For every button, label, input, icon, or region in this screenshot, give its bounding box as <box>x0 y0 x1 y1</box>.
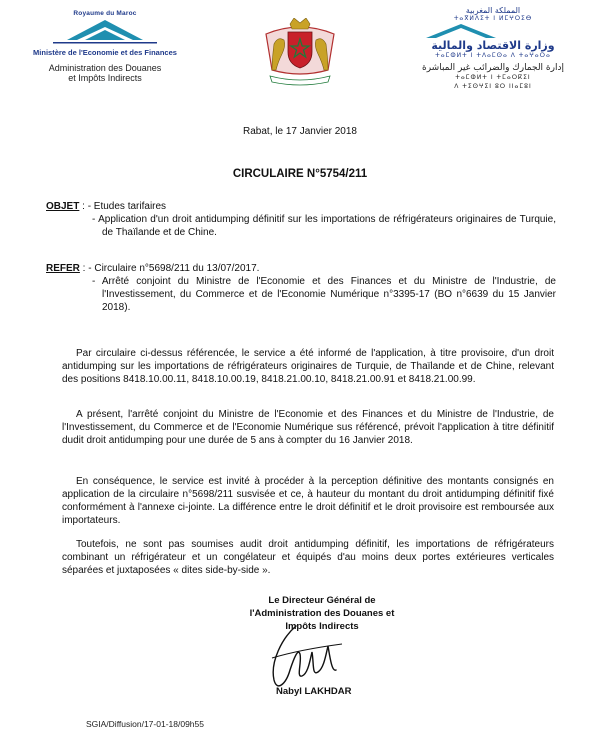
circular-title: CIRCULAIRE N°5754/211 <box>232 168 368 180</box>
administration-tifinagh-line-1: ⵜⴰⵎⵀⵍⵜ ⵏ ⵜⵎⴰⵔⴽⵉⵏ <box>455 74 531 81</box>
signature-title-line-1: Le Directeur Général de <box>268 595 376 606</box>
administration-name-tifinagh <box>398 73 588 91</box>
refer-separator: : <box>79 263 89 274</box>
ministry-logo-ar-icon <box>406 23 516 39</box>
ministry-logo-icon <box>45 18 165 50</box>
body-paragraph-1: Par circulaire ci-dessus référencée, le service a été informé de l'application, à titre provisoire, d'un droit antidumping sur les importations de réfrigérateurs originaires de Turquie, de Thaïlande et de Chine, relevant des positions 8418.10.00.11, 8418.10.00.19, 8418.21.00.10, 8418.21.00.91 et 8418.21.00.99. <box>62 348 554 385</box>
objet-separator: : <box>79 201 88 212</box>
ministry-name-tifinagh: ⵜⴰⵎⵀⵍⵜ ⵏ ⵜⴷⴰⵎⵙⴰ ⴷ ⵜⴰⵖⴰⵔⴰ <box>435 52 551 59</box>
ministry-name-ar: وزارة الاقتصاد والمالية <box>431 39 555 52</box>
administration-name-fr <box>20 63 190 83</box>
administration-name-ar: إدارة الجمارك والضرائب غير المباشرة <box>422 63 564 73</box>
objet-section <box>46 200 556 239</box>
objet-line-2: - Application d'un droit antidumping définitif sur les importations de réfrigérateurs originaires de Turquie, de Thaïlande et de Chine. <box>92 214 556 238</box>
body-paragraph-4: Toutefois, ne sont pas soumises audit droit antidumping définitif, les importations de réfrigérateurs combinant un réfrigérateur et un congélateur et équipés d'au moins deux portes extérieures verticales séparées et juxtaposées « dites side-by-side ». <box>62 539 554 576</box>
objet-label: OBJET <box>46 201 80 212</box>
administration-line-1: Administration des Douanes <box>48 63 162 73</box>
kingdom-label-ar: المملكة المغربية <box>465 6 521 15</box>
body-paragraph-3: En conséquence, le service est invité à procéder à la perception définitive des montants consignés en application de la circulaire n°5698/211 susvisée et ce, à hauteur du montant du droit antidumping définitif fixé conformément à l'annexe ci-jointe. La différence entre le droit définitif et le droit provisoire est remboursée aux importateurs. <box>62 476 554 526</box>
header-right-block <box>398 6 588 91</box>
refer-line-2: - Arrêté conjoint du Ministre de l'Economie et des Finances et du Ministre de l'Industrie, de l'Investissement, du Commerce et de l'Economie Numérique n°3395-17 (BO n°6639 du 15 Janvier 2018). <box>92 276 556 313</box>
objet-line-1: - Etudes tarifaires <box>87 201 167 212</box>
document-date: Rabat, le 17 Janvier 2018 <box>243 126 357 137</box>
signature-title-line-2: l'Administration des Douanes et <box>249 608 395 619</box>
signer-name: Nabyl LAKHDAR <box>276 686 352 697</box>
royal-coat-of-arms-icon <box>258 18 342 88</box>
kingdom-label-fr: Royaume du Maroc <box>73 10 137 17</box>
signature-title-line-3: Impôts Indirects <box>285 621 359 632</box>
diffusion-reference: SGIA/Diffusion/17-01-18/09h55 <box>86 719 204 729</box>
kingdom-label-tifinagh: ⵜⴰⴳⵍⴷⵉⵜ ⵏ ⵍⵎⵖⵔⵉⴱ <box>453 15 533 22</box>
ministry-name-fr: Ministère de l'Economie et des Finances <box>33 48 177 57</box>
refer-label: REFER <box>46 263 80 274</box>
body-paragraph-2: A présent, l'arrêté conjoint du Ministre de l'Economie et des Finances et du Ministre de l'Industrie, de l'Investissement, du Commerce et de l'Economie Numérique sus référencé, prévoit l'application à titre définitif dudit droit antidumping pour une durée de 5 ans à compter du 16 Janvier 2018. <box>62 409 554 446</box>
administration-line-2: et Impôts Indirects <box>68 73 142 83</box>
header-left-block <box>20 10 190 83</box>
administration-tifinagh-line-2: ⴷ ⵜⵉⵙⵖⵉⵏ ⵓⵔ ⵏⵏⴰⵎⵓⵏ <box>454 83 532 90</box>
refer-section <box>46 262 556 314</box>
refer-line-1: - Circulaire n°5698/211 du 13/07/2017. <box>88 263 260 274</box>
